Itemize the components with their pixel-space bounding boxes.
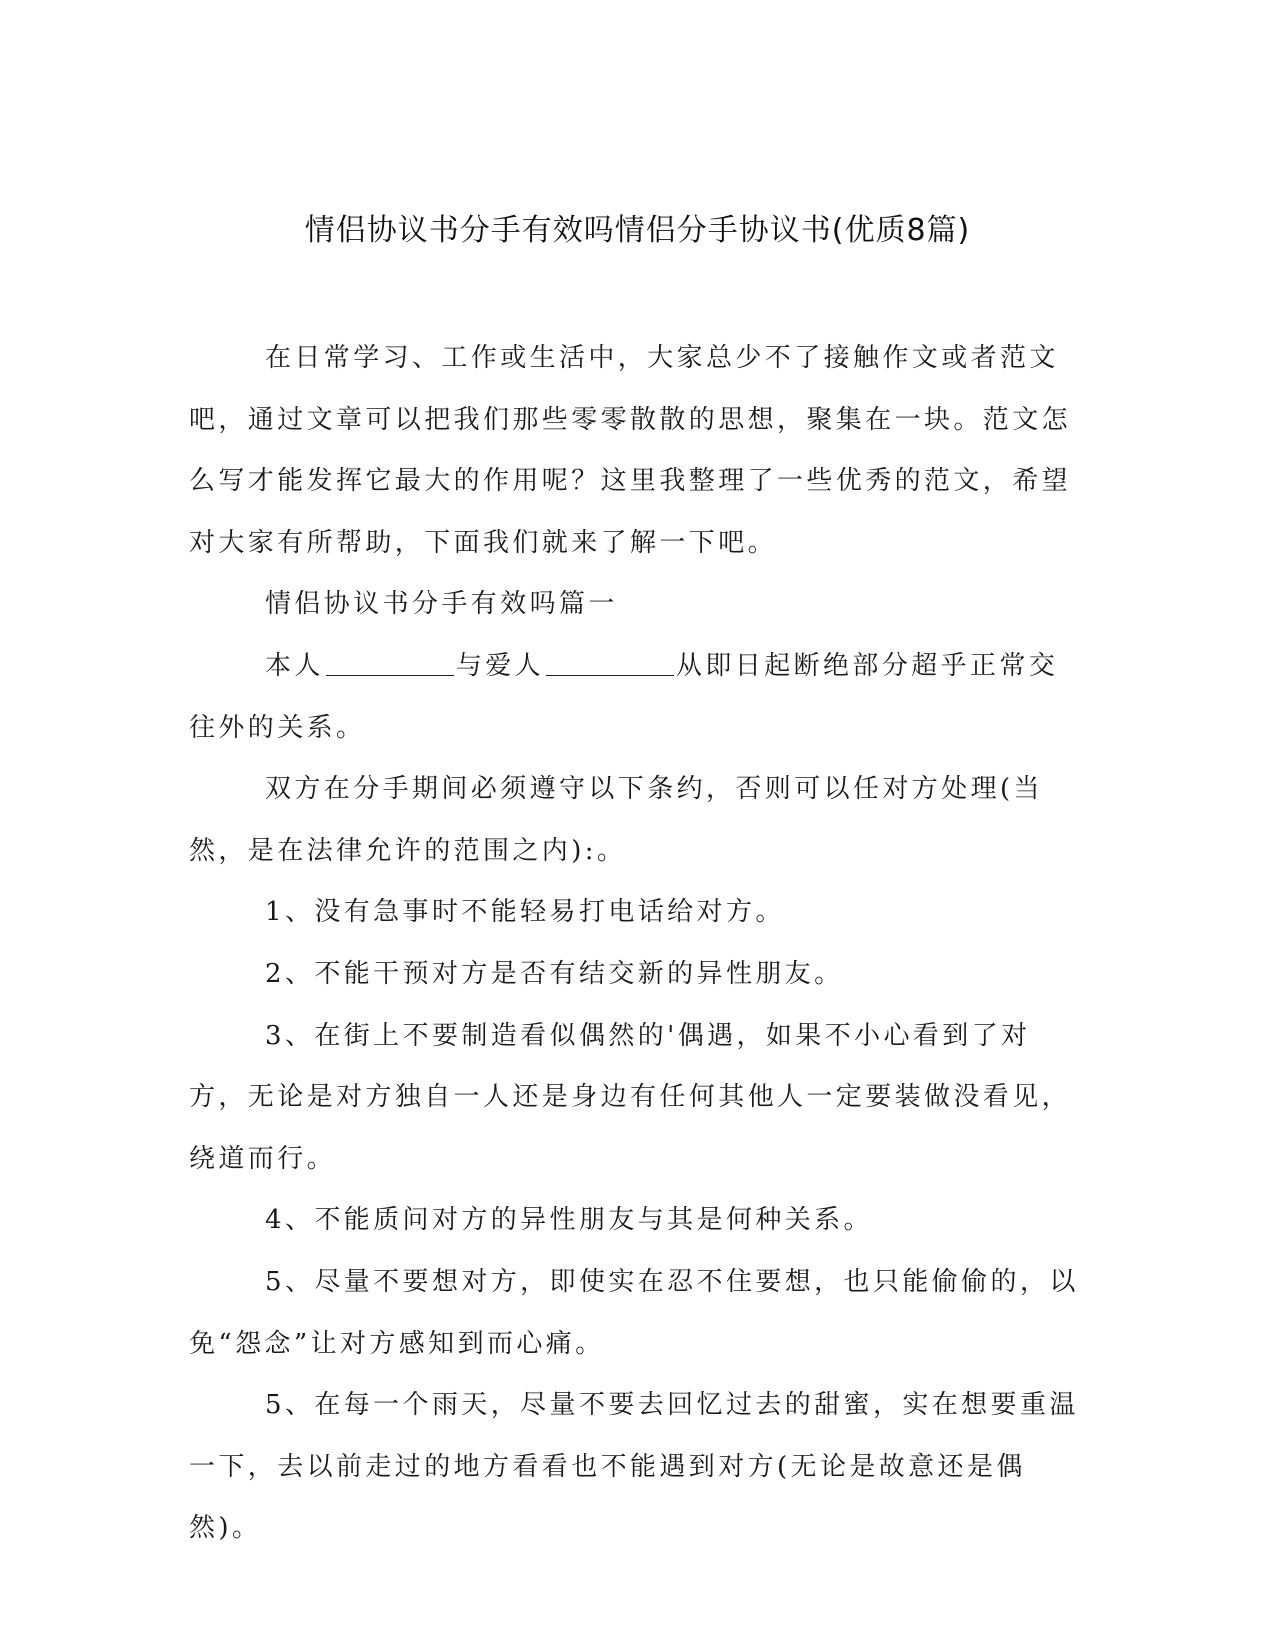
clause-paragraph: 2、不能干预对方是否有结交新的异性朋友。 — [265, 958, 844, 989]
terms-intro-paragraph: 双方在分手期间必须遵守以下条约，否则可以任对方处理(当然，是在法律允许的范围之内):。 — [189, 774, 1043, 866]
agreement-self-label: 本人 — [265, 650, 324, 681]
clause-paragraph: 4、不能质问对方的异性朋友与其是何种关系。 — [265, 1205, 873, 1236]
clause-paragraph: 1、没有急事时不能轻易打电话给对方。 — [265, 897, 785, 928]
intro-paragraph: 在日常学习、工作或生活中，大家总少不了接触作文或者范文吧，通过文章可以把我们那些零零散散的思想，聚集在一块。范文怎么写才能发挥它最大的作用呢？这里我整理了一些优秀的范文，希望对大家有所帮助，下面我们就来了解一下吧。 — [189, 343, 1072, 558]
clause-paragraph: 5、尽量不要想对方，即使实在忍不住要想，也只能偷偷的，以免“怨念”让对方感知到而心痛。 — [189, 1266, 1079, 1359]
clause-paragraph: 5、在每一个雨天，尽量不要去回忆过去的甜蜜，实在想要重温一下，去以前走过的地方看看也不能遇到对方(无论是故意还是偶然)。 — [189, 1390, 1079, 1544]
section-heading: 情侣协议书分手有效吗篇一 — [265, 589, 618, 620]
agreement-paragraph — [189, 636, 1079, 759]
clause-paragraph: 3、在街上不要制造看似偶然的'偶遇，如果不小心看到了对方，无论是对方独自一人还是身边有任何其他人一定要装做没看见，绕道而行。 — [189, 1020, 1072, 1174]
self-name-blank[interactable] — [326, 645, 454, 676]
document-title: 情侣协议书分手有效吗情侣分手协议书(优质8篇) — [304, 213, 971, 248]
document-body — [189, 328, 1079, 1560]
partner-name-blank[interactable] — [546, 645, 674, 676]
agreement-partner-label: 与爱人 — [455, 650, 545, 681]
agreement-text: 从即日起断绝部分超乎正常交往外的关系。 — [189, 650, 1059, 743]
